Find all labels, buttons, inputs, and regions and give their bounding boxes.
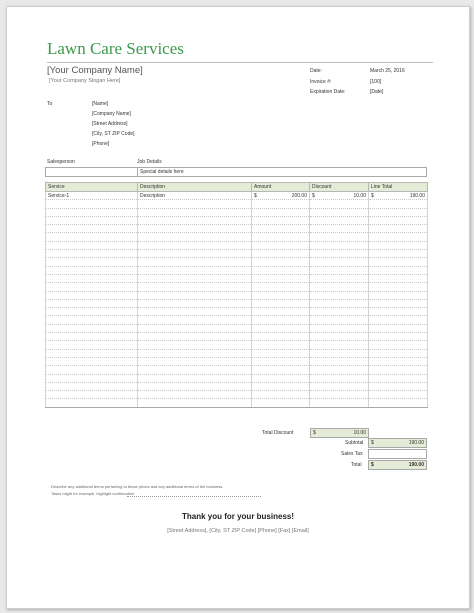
- cell-amount: $ 200.00: [252, 192, 310, 200]
- empty-cell: [310, 216, 369, 224]
- table-row: [46, 233, 428, 241]
- table-row: [46, 399, 428, 407]
- empty-cell: [252, 308, 310, 316]
- empty-cell: [369, 382, 428, 390]
- empty-cell: [46, 382, 138, 390]
- table-row: [46, 241, 428, 249]
- empty-cell: [310, 316, 369, 324]
- empty-cell: [310, 266, 369, 274]
- empty-cell: [252, 258, 310, 266]
- empty-cell: [252, 382, 310, 390]
- empty-cell: [252, 291, 310, 299]
- empty-cell: [46, 399, 138, 407]
- empty-cell: [310, 349, 369, 357]
- empty-cell: [252, 366, 310, 374]
- empty-cell: [369, 308, 428, 316]
- empty-cell: [310, 382, 369, 390]
- empty-cell: [252, 374, 310, 382]
- company-slogan: [Your Company Slogan Here]: [49, 78, 121, 84]
- empty-cell: [310, 233, 369, 241]
- empty-cell: [138, 399, 252, 407]
- table-row: [46, 266, 428, 274]
- subtotal-label: Subtotal: [345, 440, 364, 446]
- empty-cell: [310, 341, 369, 349]
- table-row: [46, 333, 428, 341]
- col-header-discount: Discount: [310, 183, 369, 192]
- empty-cell: [369, 274, 428, 282]
- empty-cell: [46, 333, 138, 341]
- empty-cell: [46, 241, 138, 249]
- col-header-description: Description: [138, 183, 252, 192]
- empty-cell: [369, 258, 428, 266]
- empty-cell: [310, 299, 369, 307]
- empty-cell: [369, 208, 428, 216]
- empty-cell: [310, 399, 369, 407]
- table-row: [46, 200, 428, 208]
- cell-service: Service-1: [46, 192, 138, 200]
- empty-cell: [46, 391, 138, 399]
- salesperson-label: Salesperson: [47, 159, 75, 165]
- empty-cell: [138, 382, 252, 390]
- empty-cell: [369, 341, 428, 349]
- empty-cell: [369, 266, 428, 274]
- empty-cell: [46, 366, 138, 374]
- empty-cell: [369, 225, 428, 233]
- empty-cell: [138, 316, 252, 324]
- empty-cell: [369, 399, 428, 407]
- empty-cell: [369, 316, 428, 324]
- empty-cell: [138, 266, 252, 274]
- empty-cell: [310, 357, 369, 365]
- empty-cell: [252, 225, 310, 233]
- job-details-box: [45, 167, 427, 177]
- empty-cell: [310, 225, 369, 233]
- empty-cell: [138, 216, 252, 224]
- empty-cell: [252, 357, 310, 365]
- empty-cell: [46, 225, 138, 233]
- date-value: March 25, 2016: [370, 68, 405, 74]
- table-row: [46, 349, 428, 357]
- empty-cell: [369, 291, 428, 299]
- empty-cell: [46, 208, 138, 216]
- to-company: [Company Name]: [92, 111, 131, 117]
- table-row: [46, 382, 428, 390]
- empty-cell: [369, 366, 428, 374]
- empty-cell: [310, 324, 369, 332]
- empty-cell: [369, 250, 428, 258]
- empty-cell: [138, 374, 252, 382]
- table-row: [46, 299, 428, 307]
- empty-cell: [369, 233, 428, 241]
- total-box: $ 190.00: [368, 460, 427, 470]
- empty-cell: [310, 291, 369, 299]
- empty-cell: [138, 208, 252, 216]
- empty-cell: [46, 250, 138, 258]
- table-row: [46, 283, 428, 291]
- subtotal-box: $ 190.00: [368, 438, 427, 448]
- invoice-page: [6, 6, 470, 609]
- to-label: To: [47, 101, 53, 107]
- invoice-number-label: Invoice #:: [310, 79, 332, 85]
- empty-cell: [252, 283, 310, 291]
- notes-line-1: Describe any additional terms pertaining to these prices and any additional terms of the business.: [51, 484, 224, 489]
- empty-cell: [252, 266, 310, 274]
- empty-cell: [138, 283, 252, 291]
- empty-cell: [310, 274, 369, 282]
- table-row: [46, 366, 428, 374]
- total-label: Total: [351, 462, 362, 468]
- title-divider: [47, 62, 433, 63]
- empty-cell: [310, 283, 369, 291]
- empty-cell: [252, 299, 310, 307]
- total-discount-value: 10.00: [353, 430, 366, 436]
- total-value: 190.00: [408, 462, 424, 468]
- empty-cell: [369, 283, 428, 291]
- to-city: [City, ST ZIP Code]: [92, 131, 135, 137]
- empty-cell: [310, 241, 369, 249]
- empty-cell: [46, 316, 138, 324]
- empty-cell: [46, 266, 138, 274]
- empty-cell: [310, 308, 369, 316]
- company-name: [Your Company Name]: [47, 65, 143, 76]
- empty-cell: [252, 200, 310, 208]
- empty-cell: [369, 391, 428, 399]
- empty-cell: [252, 274, 310, 282]
- empty-cell: [369, 357, 428, 365]
- empty-cell: [369, 299, 428, 307]
- empty-cell: [46, 291, 138, 299]
- empty-cell: [369, 241, 428, 249]
- empty-cell: [138, 366, 252, 374]
- total-discount-label: Total Discount: [262, 430, 294, 436]
- thank-you-message: Thank you for your business!: [181, 512, 294, 521]
- empty-cell: [138, 349, 252, 357]
- job-details-value: Special details here: [140, 169, 184, 175]
- notes-underline: [127, 496, 261, 497]
- empty-cell: [252, 316, 310, 324]
- empty-cell: [46, 216, 138, 224]
- empty-cell: [138, 200, 252, 208]
- empty-cell: [310, 333, 369, 341]
- empty-cell: [369, 333, 428, 341]
- empty-cell: [138, 391, 252, 399]
- empty-cell: [310, 258, 369, 266]
- table-row: [46, 374, 428, 382]
- empty-cell: [252, 391, 310, 399]
- empty-cell: [138, 274, 252, 282]
- empty-cell: [252, 250, 310, 258]
- job-details-label: Job Details: [137, 159, 162, 165]
- empty-cell: [46, 357, 138, 365]
- empty-cell: [138, 250, 252, 258]
- empty-cell: [138, 308, 252, 316]
- total-discount-box: $ 10.00: [310, 428, 369, 438]
- table-row: [46, 225, 428, 233]
- empty-cell: [310, 250, 369, 258]
- table-row: [46, 274, 428, 282]
- to-phone: [Phone]: [92, 141, 110, 147]
- table-row: [46, 308, 428, 316]
- empty-cell: [310, 391, 369, 399]
- invoice-number-value: [100]: [370, 79, 382, 85]
- to-name: [Name]: [92, 101, 109, 107]
- sales-tax-box: [368, 449, 427, 459]
- empty-cell: [46, 258, 138, 266]
- empty-cell: [138, 357, 252, 365]
- subtotal-value: 190.00: [408, 440, 424, 446]
- empty-cell: [252, 333, 310, 341]
- expiration-date-value: [Date]: [370, 89, 384, 95]
- empty-cell: [46, 299, 138, 307]
- col-header-service: Service: [46, 183, 138, 192]
- sales-tax-label: Sales Tax: [341, 451, 363, 457]
- table-row: [46, 316, 428, 324]
- empty-cell: [369, 324, 428, 332]
- empty-cell: [138, 233, 252, 241]
- document-title: Lawn Care Services: [47, 39, 184, 58]
- table-row: [46, 192, 428, 200]
- footer-address: [Street Address], [City, ST ZIP Code] [Phone] [Fax] [Email]: [167, 528, 309, 534]
- table-row: [46, 391, 428, 399]
- empty-cell: [369, 374, 428, 382]
- cell-line-total: $ 190.00: [369, 192, 428, 200]
- col-header-line-total: Line Total: [369, 183, 428, 192]
- empty-cell: [138, 324, 252, 332]
- cell-description: Description: [138, 192, 252, 200]
- empty-cell: [252, 241, 310, 249]
- line-items-table: [45, 182, 428, 408]
- notes-line-2: Tasks might for example, highlight confirmation: [51, 491, 135, 496]
- table-row: [46, 291, 428, 299]
- empty-cell: [138, 299, 252, 307]
- empty-cell: [46, 308, 138, 316]
- empty-cell: [138, 341, 252, 349]
- date-label: Date:: [310, 68, 322, 74]
- table-row: [46, 258, 428, 266]
- empty-cell: [138, 258, 252, 266]
- empty-cell: [369, 349, 428, 357]
- empty-cell: [310, 208, 369, 216]
- empty-cell: [252, 216, 310, 224]
- to-street: [Street Address]: [92, 121, 128, 127]
- empty-cell: [252, 341, 310, 349]
- empty-cell: [46, 274, 138, 282]
- table-row: [46, 208, 428, 216]
- empty-cell: [252, 208, 310, 216]
- empty-cell: [138, 225, 252, 233]
- expiration-date-label: Expiration Date:: [310, 89, 346, 95]
- empty-cell: [252, 399, 310, 407]
- table-row: [46, 324, 428, 332]
- empty-cell: [46, 324, 138, 332]
- empty-cell: [46, 341, 138, 349]
- empty-cell: [252, 349, 310, 357]
- empty-cell: [138, 291, 252, 299]
- table-row: [46, 216, 428, 224]
- empty-cell: [138, 241, 252, 249]
- empty-cell: [46, 374, 138, 382]
- empty-cell: [310, 374, 369, 382]
- empty-cell: [369, 216, 428, 224]
- col-header-amount: Amount: [252, 183, 310, 192]
- empty-cell: [138, 333, 252, 341]
- empty-cell: [46, 283, 138, 291]
- empty-cell: [46, 200, 138, 208]
- table-header-row: [46, 183, 428, 192]
- empty-cell: [46, 233, 138, 241]
- empty-cell: [310, 366, 369, 374]
- table-row: [46, 341, 428, 349]
- empty-cell: [252, 324, 310, 332]
- empty-cell: [310, 200, 369, 208]
- empty-cell: [369, 200, 428, 208]
- empty-cell: [252, 233, 310, 241]
- empty-cell: [46, 349, 138, 357]
- table-row: [46, 250, 428, 258]
- cell-discount: $ 10.00: [310, 192, 369, 200]
- table-row: [46, 357, 428, 365]
